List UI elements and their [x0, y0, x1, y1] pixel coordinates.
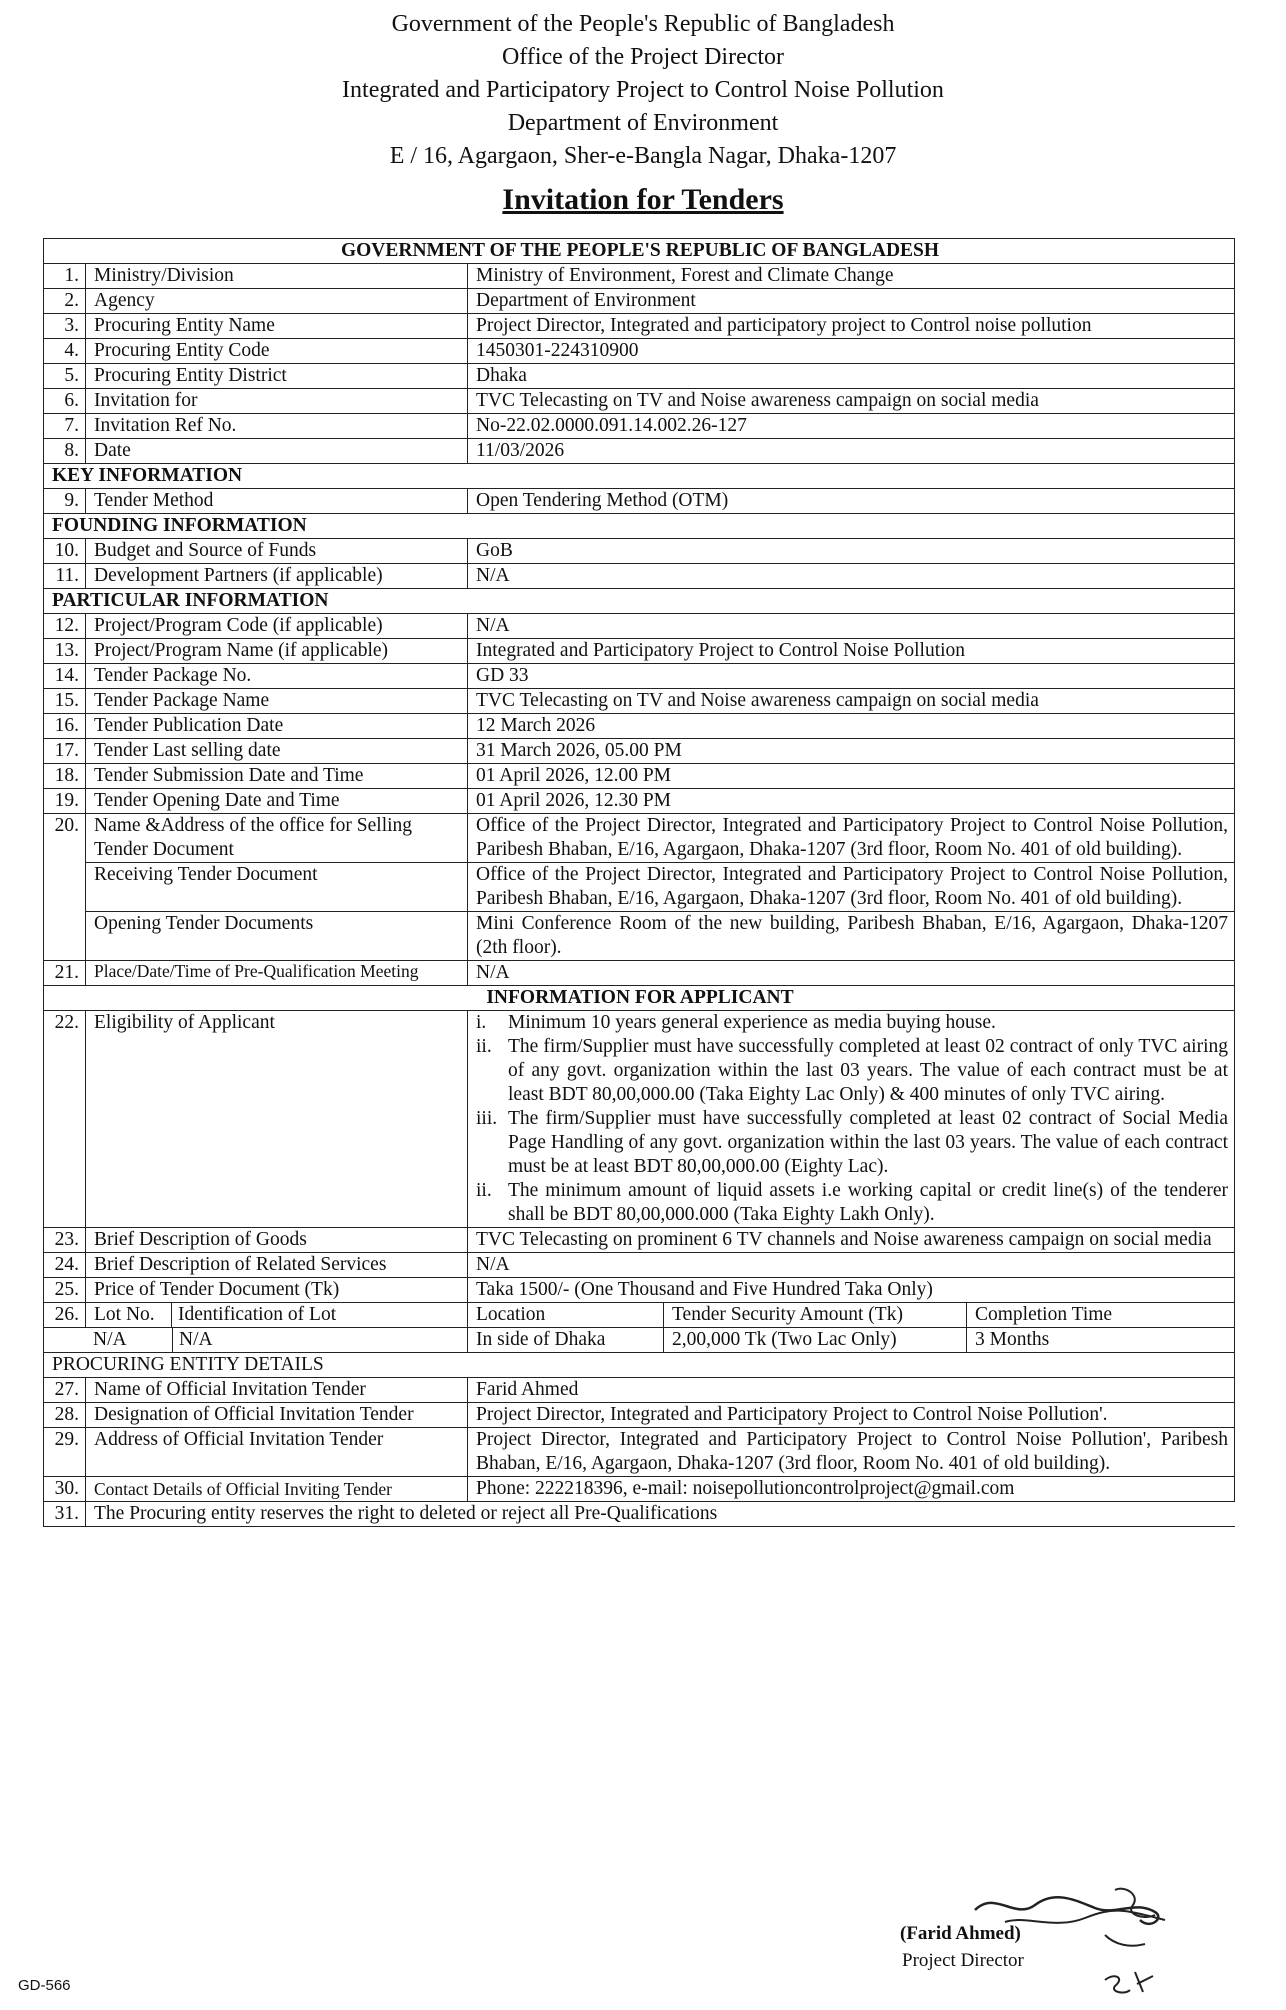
row-number: 20.: [44, 814, 86, 961]
list-item: [476, 1035, 1228, 1107]
row-value: N/A: [468, 614, 1235, 639]
row-label: Tender Publication Date: [86, 714, 468, 739]
row-value: Mini Conference Room of the new building, Paribesh Bhaban, E/16, Agargaon, Dhaka-1207 (2th floor).: [468, 912, 1235, 961]
row-value: 12 March 2026: [468, 714, 1235, 739]
lot-no-header: Lot No.: [94, 1304, 155, 1325]
row-number: 5.: [44, 364, 86, 389]
lot-security-value: 2,00,000 Tk (Two Lac Only): [663, 1328, 966, 1352]
table-row: [44, 414, 1235, 439]
letterhead-government: Government of the People's Republic of Bangladesh: [391, 11, 895, 37]
row-number: 22.: [44, 1011, 86, 1228]
section-title: PROCURING ENTITY DETAILS: [44, 1353, 1235, 1378]
row-value: N/A: [468, 564, 1235, 589]
list-item: [476, 1107, 1228, 1179]
row-number: 21.: [44, 961, 86, 986]
lot-header-row: [44, 1303, 1235, 1328]
row-number: 26.: [44, 1303, 86, 1328]
row-value: TVC Telecasting on prominent 6 TV channels and Noise awareness campaign on social media: [468, 1228, 1235, 1253]
lot-value-right: [468, 1328, 1235, 1353]
row-number: 18.: [44, 764, 86, 789]
row-value: Project Director, Integrated and Participatory Project to Control Noise Pollution'.: [468, 1403, 1235, 1428]
row-value: Dhaka: [468, 364, 1235, 389]
row-label: Date: [86, 439, 468, 464]
table-row: [44, 1278, 1235, 1303]
eligibility-list: [468, 1011, 1235, 1228]
lot-header-right: [468, 1303, 1235, 1328]
row-value: N/A: [468, 1253, 1235, 1278]
row-label: Receiving Tender Document: [86, 863, 468, 912]
table-row: [44, 714, 1235, 739]
table-row: [44, 912, 1235, 961]
table-row: [44, 1502, 1235, 1527]
row-label: Project/Program Code (if applicable): [86, 614, 468, 639]
table-row: [44, 1011, 1235, 1228]
table-row: [44, 264, 1235, 289]
row-value: 31 March 2026, 05.00 PM: [468, 739, 1235, 764]
list-marker: i.: [476, 1012, 487, 1033]
row-value: Office of the Project Director, Integrated and Participatory Project to Control Noise Pollution, Paribesh Bhaban, E/16, Agargaon, Dhaka-1207 (3rd floor, Room No. 401 of old building).: [468, 814, 1235, 863]
signature-block: [900, 1920, 1100, 1974]
table-row: [44, 364, 1235, 389]
row-number: 7.: [44, 414, 86, 439]
row-value: Project Director, Integrated and Participatory Project to Control Noise Pollution', Paribesh Bhaban, E/16, Agargaon, Dhaka-1207 (3rd floor, Room No. 401 of old building).: [468, 1428, 1235, 1477]
table-row: [44, 814, 1235, 863]
lot-location-value: In side of Dhaka: [476, 1329, 606, 1350]
row-label: Tender Last selling date: [86, 739, 468, 764]
row-number: 16.: [44, 714, 86, 739]
row-number: 15.: [44, 689, 86, 714]
table-title: GOVERNMENT OF THE PEOPLE'S REPUBLIC OF BANGLADESH: [44, 239, 1235, 264]
row-label: Tender Package Name: [86, 689, 468, 714]
lot-header-left: [86, 1303, 468, 1328]
lot-completion-value: 3 Months: [966, 1328, 1234, 1352]
section-particular-information: [44, 589, 1235, 614]
row-value: Department of Environment: [468, 289, 1235, 314]
list-item: [476, 1179, 1228, 1227]
row-value: N/A: [468, 961, 1235, 986]
row-label: Invitation for: [86, 389, 468, 414]
table-row: [44, 1428, 1235, 1477]
row-number: 29.: [44, 1428, 86, 1477]
signatory-name: (Farid Ahmed): [900, 1923, 1021, 1944]
letterhead-department: Department of Environment: [507, 110, 779, 136]
row-label: Brief Description of Goods: [86, 1228, 468, 1253]
table-row: [44, 739, 1235, 764]
list-item: [476, 1011, 1228, 1035]
section-title: KEY INFORMATION: [44, 464, 1235, 489]
row-value: 01 April 2026, 12.00 PM: [468, 764, 1235, 789]
section-title: PARTICULAR INFORMATION: [44, 589, 1235, 614]
section-key-information: [44, 464, 1235, 489]
row-value: 01 April 2026, 12.30 PM: [468, 789, 1235, 814]
table-row: [44, 639, 1235, 664]
page-title: Invitation for Tenders: [502, 183, 784, 216]
row-value: 11/03/2026: [468, 439, 1235, 464]
table-row: [44, 689, 1235, 714]
list-text: The minimum amount of liquid assets i.e working capital or credit line(s) of the tenderer shall be BDT 80,00,000.000 (Taka Eighty Lakh Only).: [508, 1180, 1228, 1225]
section-procuring-entity-details: [44, 1353, 1235, 1378]
row-label: Agency: [86, 289, 468, 314]
row-value: Phone: 222218396, e-mail: noisepollutioncontrolproject@gmail.com: [468, 1477, 1235, 1502]
row-number: 12.: [44, 614, 86, 639]
row-value: Farid Ahmed: [468, 1378, 1235, 1403]
list-marker: ii.: [476, 1180, 492, 1201]
table-row: [44, 489, 1235, 514]
list-text: The firm/Supplier must have successfully completed at least 02 contract of only TVC airing of any govt. organization within the last 03 years. The value of each contract must be at least BDT 80,00,000.00 (Taka Eighty Lac Only) & 400 minutes of only TVC airing.: [508, 1036, 1228, 1105]
row-label: Development Partners (if applicable): [86, 564, 468, 589]
table-row: [44, 863, 1235, 912]
row-number: 30.: [44, 1477, 86, 1502]
lot-location-header: Location: [476, 1304, 546, 1325]
row-label: Place/Date/Time of Pre-Qualification Meeting: [86, 961, 468, 986]
row-number: 6.: [44, 389, 86, 414]
lot-identification-value: N/A: [172, 1328, 467, 1352]
table-row: [44, 1403, 1235, 1428]
row-number: 28.: [44, 1403, 86, 1428]
row-value: GoB: [468, 539, 1235, 564]
table-row: [44, 664, 1235, 689]
table-row: [44, 961, 1235, 986]
row-number: 17.: [44, 739, 86, 764]
row-value: Taka 1500/- (One Thousand and Five Hundred Taka Only): [468, 1278, 1235, 1303]
row-label: Opening Tender Documents: [86, 912, 468, 961]
row-label: Budget and Source of Funds: [86, 539, 468, 564]
lot-completion-header: Completion Time: [966, 1303, 1234, 1327]
section-information-for-applicant: [44, 986, 1235, 1011]
row-label: Tender Method: [86, 489, 468, 514]
table-row: [44, 1228, 1235, 1253]
table-row: [44, 289, 1235, 314]
row-label: Name &Address of the office for Selling Tender Document: [86, 814, 468, 863]
table-row: [44, 614, 1235, 639]
row-number: 3.: [44, 314, 86, 339]
tender-table: [43, 238, 1235, 1527]
row-number: 13.: [44, 639, 86, 664]
row-value: Integrated and Participatory Project to Control Noise Pollution: [468, 639, 1235, 664]
row-value: TVC Telecasting on TV and Noise awareness campaign on social media: [468, 389, 1235, 414]
signatory-designation: Project Director: [902, 1950, 1024, 1971]
row-label: Tender Package No.: [86, 664, 468, 689]
row-value: 1450301-224310900: [468, 339, 1235, 364]
table-row: [44, 314, 1235, 339]
row-number: 14.: [44, 664, 86, 689]
list-marker: iii.: [476, 1108, 498, 1129]
table-row: [44, 389, 1235, 414]
lot-value-row: [44, 1328, 1235, 1353]
table-row: [44, 1378, 1235, 1403]
section-title: INFORMATION FOR APPLICANT: [44, 986, 1235, 1011]
row-label: Invitation Ref No.: [86, 414, 468, 439]
lot-identification-header: Identification of Lot: [171, 1303, 467, 1327]
list-marker: ii.: [476, 1036, 492, 1057]
lot-no-value: N/A: [93, 1329, 127, 1350]
row-value: No-22.02.0000.091.14.002.26-127: [468, 414, 1235, 439]
table-row: [44, 564, 1235, 589]
row-value: Project Director, Integrated and participatory project to Control noise pollution: [468, 314, 1235, 339]
table-row: [44, 439, 1235, 464]
row-value: The Procuring entity reserves the right to deleted or reject all Pre-Qualifications: [86, 1502, 1235, 1527]
letterhead-address: E / 16, Agargaon, Sher-e-Bangla Nagar, Dhaka-1207: [389, 143, 897, 169]
row-number: 24.: [44, 1253, 86, 1278]
letterhead-project: Integrated and Participatory Project to Control Noise Pollution: [342, 77, 944, 103]
row-label: Procuring Entity Name: [86, 314, 468, 339]
list-text: Minimum 10 years general experience as media buying house.: [508, 1012, 996, 1033]
row-number: 1.: [44, 264, 86, 289]
row-number: 4.: [44, 339, 86, 364]
list-text: The firm/Supplier must have successfully completed at least 02 contract of Social Media Page Handling of any govt. organization within the last 03 years. The value of each contract must be at least BDT 80,00,000.00 (Eighty Lac).: [508, 1108, 1228, 1177]
table-row: [44, 789, 1235, 814]
row-number: 31.: [44, 1502, 86, 1527]
row-number: 27.: [44, 1378, 86, 1403]
row-number: 9.: [44, 489, 86, 514]
letterhead-office: Office of the Project Director: [501, 44, 785, 70]
table-row: [44, 1477, 1235, 1502]
row-value: Ministry of Environment, Forest and Climate Change: [468, 264, 1235, 289]
row-label: Address of Official Invitation Tender: [86, 1428, 468, 1477]
row-label: Ministry/Division: [86, 264, 468, 289]
lot-value-left: [44, 1328, 468, 1353]
row-label: Price of Tender Document (Tk): [86, 1278, 468, 1303]
row-label: Tender Opening Date and Time: [86, 789, 468, 814]
lot-security-header: Tender Security Amount (Tk): [663, 1303, 966, 1327]
letterhead: [0, 8, 1286, 173]
row-value: Open Tendering Method (OTM): [468, 489, 1235, 514]
row-value: TVC Telecasting on TV and Noise awareness campaign on social media: [468, 689, 1235, 714]
row-label: Tender Submission Date and Time: [86, 764, 468, 789]
section-title: FOUNDING INFORMATION: [44, 514, 1235, 539]
row-label: Designation of Official Invitation Tender: [86, 1403, 468, 1428]
row-number: 8.: [44, 439, 86, 464]
row-number: 19.: [44, 789, 86, 814]
table-row: [44, 764, 1235, 789]
row-number: 11.: [44, 564, 86, 589]
row-label: Eligibility of Applicant: [86, 1011, 468, 1228]
row-label: Procuring Entity District: [86, 364, 468, 389]
table-row: [44, 339, 1235, 364]
row-number: 25.: [44, 1278, 86, 1303]
row-label: Name of Official Invitation Tender: [86, 1378, 468, 1403]
row-label: Procuring Entity Code: [86, 339, 468, 364]
row-label: Brief Description of Related Services: [86, 1253, 468, 1278]
row-label: Project/Program Name (if applicable): [86, 639, 468, 664]
row-value: GD 33: [468, 664, 1235, 689]
row-number: 10.: [44, 539, 86, 564]
table-title-row: [44, 239, 1235, 264]
table-row: [44, 539, 1235, 564]
footer-code: GD-566: [18, 1977, 71, 1994]
row-value: Office of the Project Director, Integrated and Participatory Project to Control Noise Pollution, Paribesh Bhaban, E/16, Agargaon, Dhaka-1207 (3rd floor, Room No. 401 of old building).: [468, 863, 1235, 912]
section-founding-information: [44, 514, 1235, 539]
row-number: 2.: [44, 289, 86, 314]
row-label: Contact Details of Official Inviting Tender: [86, 1477, 468, 1502]
table-row: [44, 1253, 1235, 1278]
row-number: 23.: [44, 1228, 86, 1253]
